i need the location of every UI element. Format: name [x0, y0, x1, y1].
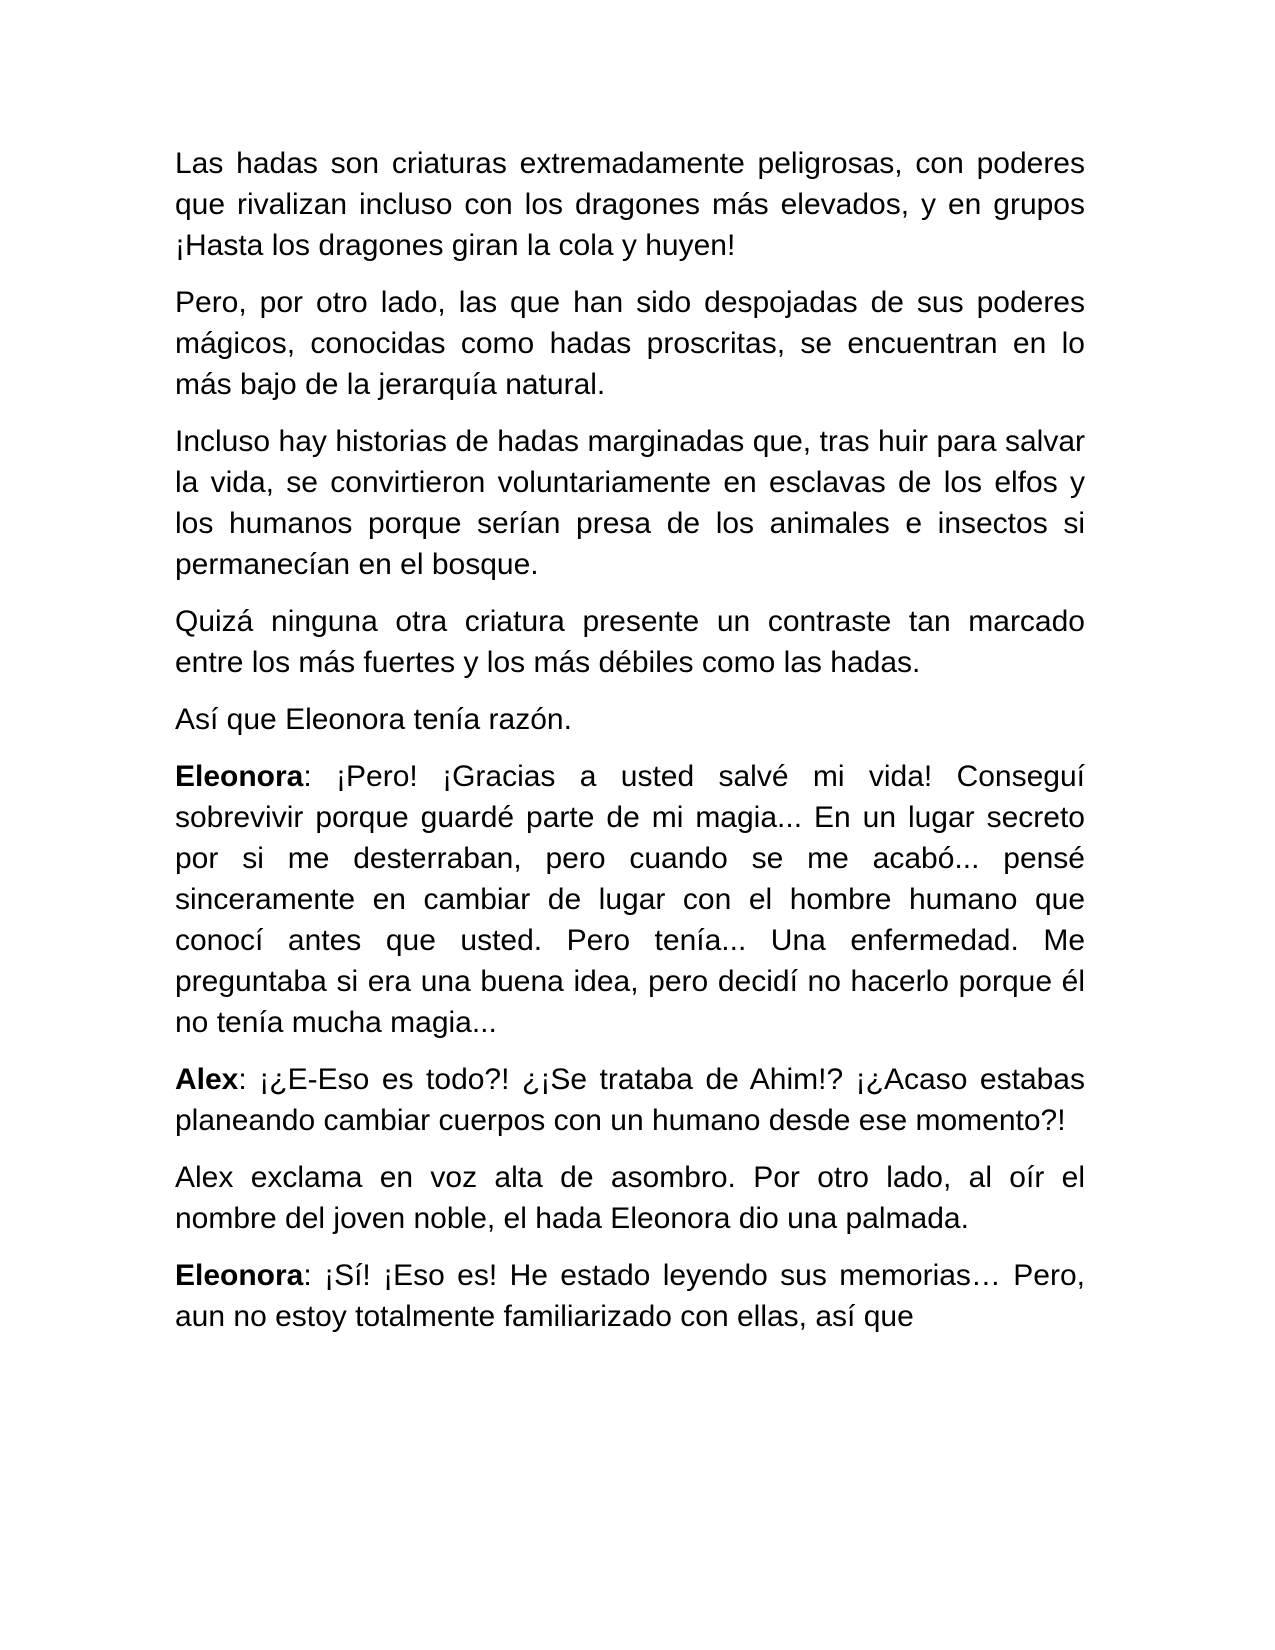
speaker-name: Alex: [175, 1063, 239, 1096]
paragraph-text: Pero, por otro lado, las que han sido despojadas de sus poderes mágicos, conocidas como hadas proscritas, se encuentran en lo más bajo de la jerarquía natural.: [175, 286, 1085, 401]
paragraph-text: Quizá ninguna otra criatura presente un contraste tan marcado entre los más fuertes y los más débiles como las hadas.: [175, 605, 1085, 679]
paragraph: [175, 699, 1085, 740]
speaker-name: Eleonora: [175, 1259, 304, 1292]
paragraph-text: Las hadas son criaturas extremadamente peligrosas, con poderes que rivalizan incluso con los dragones más elevados, y en grupos ¡Hasta los dragones giran la cola y huyen!: [175, 147, 1085, 262]
paragraph-text: Incluso hay historias de hadas marginadas que, tras huir para salvar la vida, se convirtieron voluntariamente en esclavas de los elfos y los humanos porque serían presa de los animales e insectos si permanecían en el bosque.: [175, 425, 1085, 581]
paragraph-text: Alex exclama en voz alta de asombro. Por otro lado, al oír el nombre del joven noble, el hada Eleonora dio una palmada.: [175, 1161, 1085, 1235]
paragraph-text: : ¡Sí! ¡Eso es! He estado leyendo sus memorias… Pero, aun no estoy totalmente familiarizado con ellas, así que: [175, 1259, 1085, 1333]
paragraph: [175, 143, 1085, 266]
speaker-name: Eleonora: [175, 760, 304, 793]
paragraph: [175, 601, 1085, 683]
paragraph: [175, 421, 1085, 585]
paragraph: [175, 1157, 1085, 1239]
paragraph-text: : ¡¿E-Eso es todo?! ¿¡Se trataba de Ahim!? ¡¿Acaso estabas planeando cambiar cuerpos con un humano desde ese momento?!: [175, 1063, 1085, 1137]
paragraph-text: Así que Eleonora tenía razón.: [175, 703, 572, 736]
document-page: [175, 143, 1085, 1353]
dialogue-paragraph: [175, 1255, 1085, 1337]
paragraph-text: : ¡Pero! ¡Gracias a usted salvé mi vida! Conseguí sobrevivir porque guardé parte de mi magia... En un lugar secreto por si me desterraban, pero cuando se me acabó... pensé sinceramente en cambiar de lugar con el hombre humano que conocí antes que usted. Pero tenía... Una enfermedad. Me preguntaba si era una buena idea, pero decidí no hacerlo porque él no tenía mucha magia...: [175, 760, 1085, 1039]
dialogue-paragraph: [175, 756, 1085, 1043]
paragraph: [175, 282, 1085, 405]
dialogue-paragraph: [175, 1059, 1085, 1141]
